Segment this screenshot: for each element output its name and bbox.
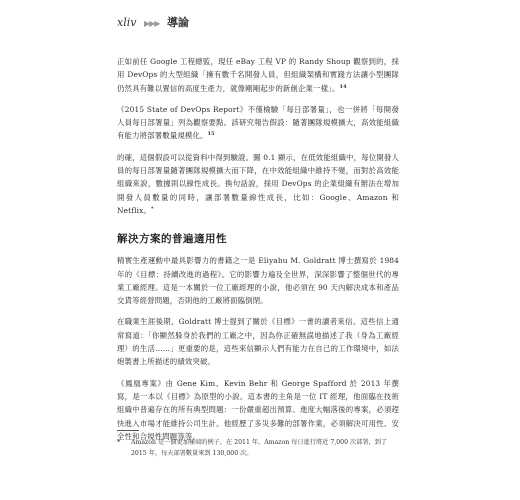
paragraph-goldratt: 在職業生涯後期，Goldratt 博士提到了關於《目標》一書的讀者來信。這些信上通常寫道：「你顯然躲身於我們的工廠之中，因為你正確無誤地描述了我（身為工廠經理）的生活……」更重要的是，這些來信顯示人們有能力在自己的工作環境中，如法炮製書上所描述的績效突破。 [117,317,399,367]
paragraph-text: 正如前任 Google 工程總監，現任 eBay 工程 VP 的 Randy Shoup 觀察到的，採用 DevOps 的大型組織「擁有數千名開發人員，但組織架構和實踐方法讓小型團隊仍然具有難以置信的高度生產力，就像剛剛起步的新創企業一樣」。 [117,57,399,93]
paragraph-phoenix: 《鳳凰專案》由 Gene Kim、Kevin Behr 和 George Spafford 於 2013 年撰寫，是一本以《目標》為原型的小說。這本書的主角是一位 IT 經理，他面臨在技術組織中普遍存在的所有典型問題：一份嚴重超出預算、進度大幅落後的專案，必須趕快進入市場才能維持公司生計。他經歷了多災多難的部署作業，必須解決可用性、安全性和合規性問題等等。 [117,378,399,441]
chapter-title: 導論 [166,16,189,29]
page-number: xliv [117,16,137,29]
footnote-ref[interactable]: 15 [207,131,215,138]
footnote-ref[interactable]: * [151,205,154,212]
header-separator-icon: ▶▶▶ [143,19,160,28]
footnote-line-1: Amazon 是一個更加極端的例子，在 2011 年，Amazon 每日進行將近 7,000 次部署，到了 [131,439,388,446]
paragraph-hypothesis [117,151,399,217]
body-text [117,55,399,451]
footnote [117,438,399,459]
footnote-ref[interactable]: 14 [339,83,347,90]
paragraph-state-of-devops [117,103,399,143]
paragraph-text: 《2015 State of DevOps Report》不僅檢驗「每日部署量」，也一併將「每開發人員每日部署量」列為觀察要點。該研究報告假設：隨著團隊規模擴大，高效能組織有能力將部署數量規模化。 [117,104,399,141]
section-heading: 解決方案的普遍適用性 [117,233,227,246]
paragraph-goal: 精實生產運動中最具影響力的書籍之一是 Eliyahu M. Goldratt 博士撰寫於 1984 年的《目標：持續改進的過程》。它的影響力遍及全世界，深深影響了整個世代的專業工廠經理。這是一本關於一位工廠經理的小說，他必須在 90 天內解決成本和產品交貨等經營問題，否則他的工廠將面臨倒閉。 [117,256,399,306]
paragraph-text: 的確，這個假設可以從資料中得到驗證。圖 0.1 顯示，在低效能組織中，每位開發人員的每日部署量隨著團隊規模擴大而下降，在中效能組織中維持不變，而對於高效能組織來說，數據則以線性成長。換句話說，採用 DevOps 的企業組織有辦法在增加開發人員數量的同時，讓部署數量線性成長，比如：Google、Amazon 和 Netflix。 [117,152,399,215]
running-header [117,14,189,30]
footnote-line-2: 2015 年，每天部署數量來到 130,000 次。 [131,449,253,457]
footnote-divider [117,430,139,431]
footnote-marker: * [117,439,121,446]
paragraph-shoup [117,55,399,95]
